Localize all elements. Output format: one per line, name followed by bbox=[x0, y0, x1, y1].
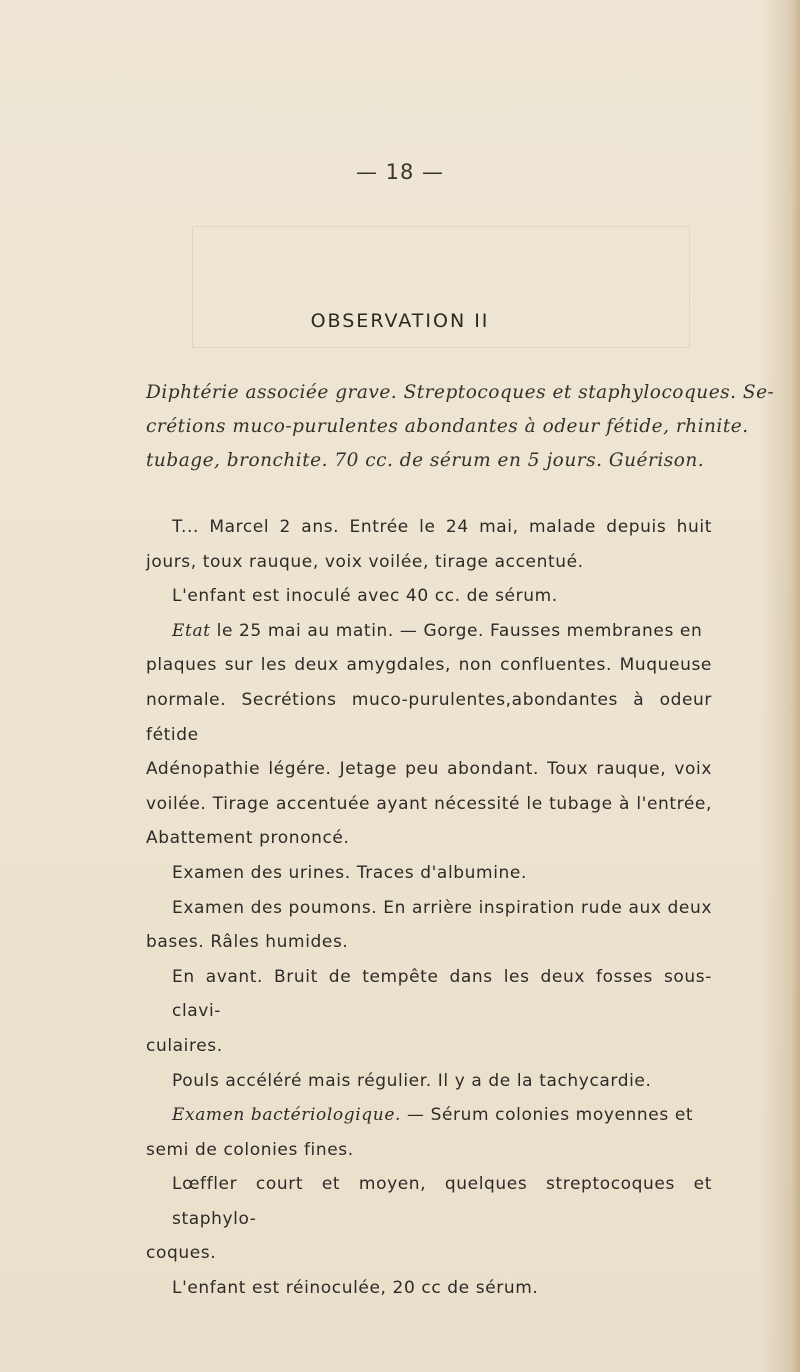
body-line: Abattement prononcé. bbox=[146, 828, 350, 849]
body-line: plaques sur les deux amygdales, non confluentes. Muqueuse bbox=[146, 655, 712, 676]
body-line: Examen des poumons. En arrière inspiration rude aux deux bbox=[172, 897, 712, 918]
body-line: Pouls accéléré mais régulier. Il y a de la tachycardie. bbox=[172, 1070, 652, 1091]
body-line: culaires. bbox=[146, 1035, 223, 1056]
body-line bbox=[146, 1098, 712, 1133]
examen-bact-text: — Sérum colonies moyennes et bbox=[407, 1105, 694, 1126]
summary-line: tubage, bronchite. 70 cc. de sérum en 5 jours. Guérison. bbox=[146, 450, 705, 471]
page-number: — 18 — bbox=[355, 160, 445, 184]
body-line: T... Marcel 2 ans. Entrée le 24 mai, malade depuis huit bbox=[172, 517, 712, 537]
observation-body bbox=[146, 510, 712, 1306]
observation-title: OBSERVATION II bbox=[310, 310, 490, 332]
etat-text: le 25 mai au matin. — Gorge. Fausses membranes en bbox=[216, 620, 703, 641]
body-line: Lœffler court et moyen, quelques streptocoques et staphylo- bbox=[172, 1174, 712, 1229]
body-line: En avant. Bruit de tempête dans les deux fosses sous-clavi- bbox=[172, 966, 712, 1022]
body-line: voilée. Tirage accentuée ayant nécessité le tubage à l'entrée, bbox=[146, 793, 712, 814]
body-line: L'enfant est réinoculée, 20 cc de sérum. bbox=[172, 1278, 539, 1299]
body-line: normale. Secrétions muco-purulentes,abondantes à odeur fétide bbox=[146, 689, 712, 745]
examen-bact-label: Examen bactériologique. bbox=[172, 1105, 401, 1126]
body-line: Adénopathie légére. Jetage peu abondant. Toux rauque, voix bbox=[146, 759, 712, 780]
body-line: semi de colonies fines. bbox=[146, 1139, 354, 1160]
body-line: coques. bbox=[146, 1243, 217, 1264]
body-line: bases. Râles humides. bbox=[146, 932, 349, 953]
observation-summary bbox=[146, 376, 775, 478]
body-line bbox=[146, 614, 712, 649]
summary-line: crétions muco-purulentes abondantes à odeur fétide, rhinite. bbox=[146, 416, 749, 437]
etat-label: Etat bbox=[172, 620, 211, 641]
body-line: L'enfant est inoculé avec 40 cc. de sérum. bbox=[172, 586, 558, 607]
body-line: Examen des urines. Traces d'albumine. bbox=[172, 862, 527, 883]
summary-line: Diphtérie associée grave. Streptocoques et staphylocoques. Se- bbox=[146, 382, 775, 403]
body-line: jours, toux rauque, voix voilée, tirage accentué. bbox=[146, 551, 584, 572]
